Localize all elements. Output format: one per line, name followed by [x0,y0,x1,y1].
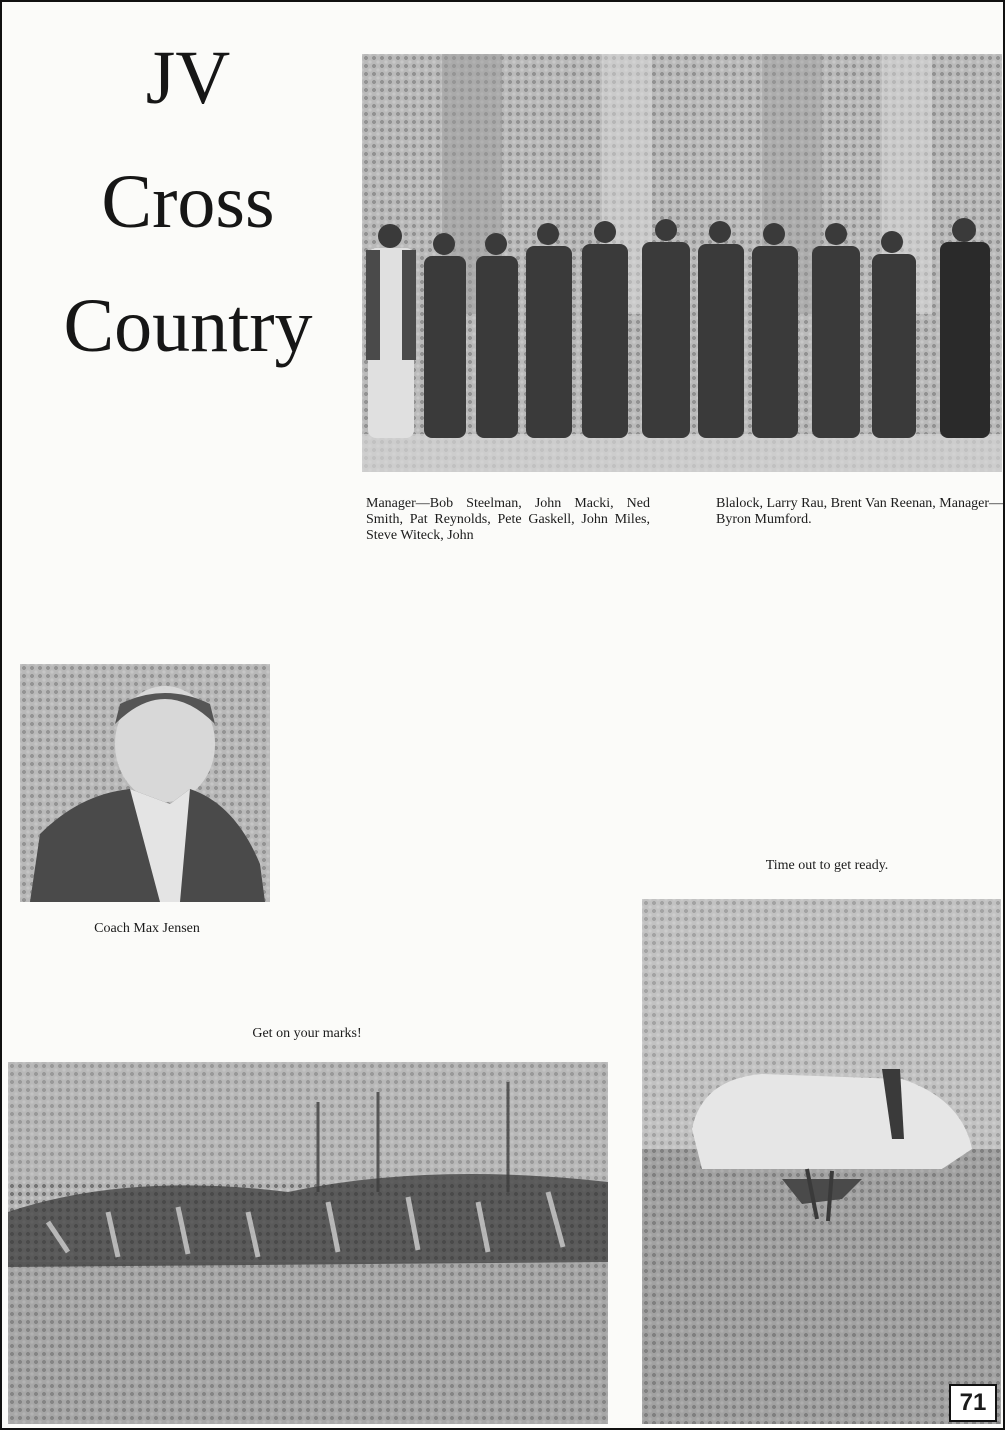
rest-photo [642,899,1001,1424]
rest-photo-image [642,899,1001,1424]
start-caption: Get on your marks! [252,1026,362,1041]
coach-caption: Coach Max Jensen [94,921,200,936]
team-caption-left: Manager—Bob Steelman, John Macki, Ned Smith, Pat Reynolds, Pete Gaskell, John Miles, Steve Witeck, John [366,496,650,543]
team-photo-image [362,54,1002,472]
team-caption-right: Blalock, Larry Rau, Brent Van Reenan, Manager—Byron Mumford. [716,496,1004,527]
title-line-2: Cross [101,160,275,244]
team-photo [362,54,1002,472]
coach-photo-image [20,664,270,902]
page-title [28,32,348,368]
rest-caption: Time out to get ready. [765,858,889,873]
title-line-1: JV [145,36,231,120]
page-number: 71 [949,1384,997,1422]
start-photo-image [8,1062,608,1424]
coach-photo [20,664,270,902]
start-photo [8,1062,608,1424]
title-line-3: Country [63,284,313,368]
